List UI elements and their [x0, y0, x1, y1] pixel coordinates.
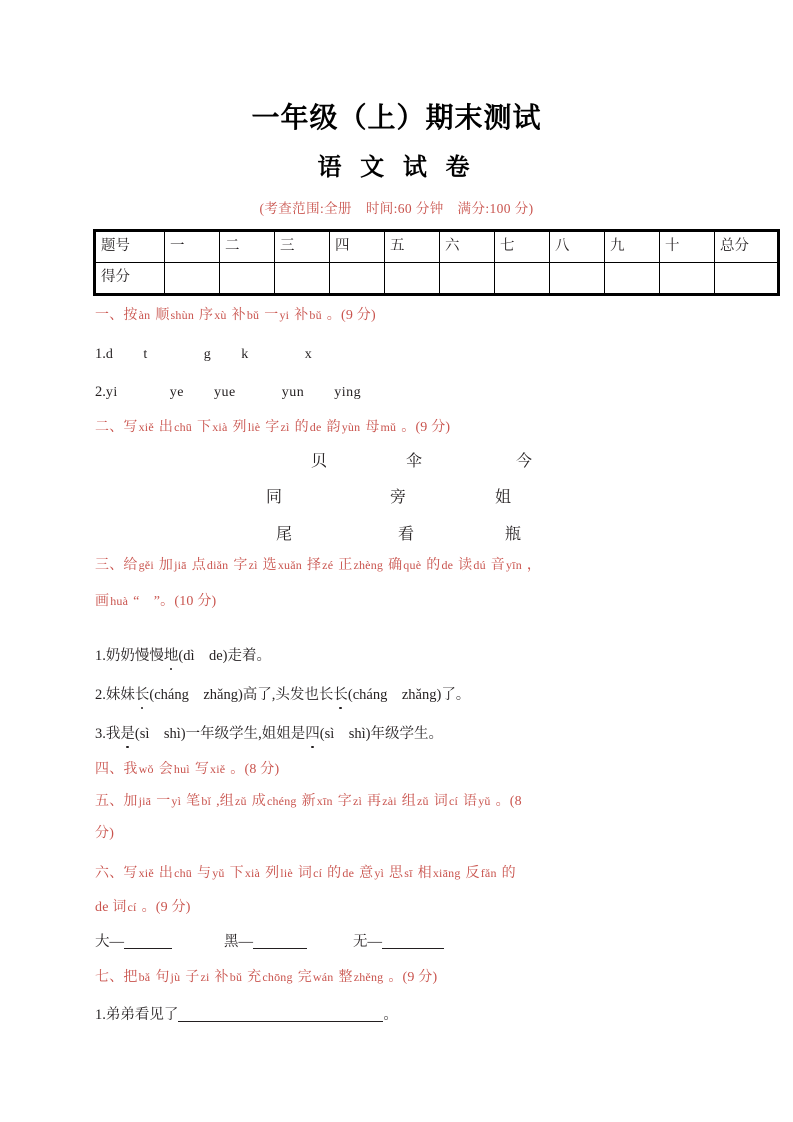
col-header-9: 九	[605, 231, 660, 263]
section-7-word-2: 句	[155, 970, 170, 985]
section-5-word-9: 组	[401, 794, 416, 809]
section-7-word-4: 补	[214, 970, 229, 985]
item-text-pre: 奶奶慢慢	[105, 648, 164, 664]
antonym-prompt-1: 大—	[95, 934, 124, 950]
section-1-heading	[95, 303, 376, 328]
score-cell-9[interactable]	[605, 263, 660, 295]
letter-3: g	[203, 347, 212, 362]
page-subtitle: 语 文 试 卷	[317, 154, 476, 181]
section-5-word-7: 字	[337, 794, 352, 809]
letter-1: yi	[105, 385, 118, 400]
section-6-pinyin-1: xiě	[138, 866, 154, 880]
section-1-word-4: 补	[231, 308, 246, 323]
section-3-word-3: 点	[191, 558, 206, 573]
letter-4: k	[241, 347, 249, 362]
item-text-mid: 一年级学生,姐姐是	[185, 726, 306, 742]
section-2-word-4: 列	[232, 420, 247, 435]
section-3-pinyin-7: zhèng	[353, 558, 384, 572]
section-2-pinyin-4: liè	[247, 420, 261, 434]
section-2-word-6: 的	[294, 420, 309, 435]
section-6-word-10: 相	[417, 866, 432, 881]
col-header-8: 八	[550, 231, 605, 263]
section-4-number: 四、	[95, 762, 124, 777]
col-header-7: 七	[495, 231, 550, 263]
score-cell-4[interactable]	[330, 263, 385, 295]
item-text-pre: 妹妹	[105, 687, 135, 703]
antonym-blank-2[interactable]	[253, 948, 307, 949]
section-1-pinyin-6: bǔ	[309, 308, 322, 322]
col-header-total: 总分	[715, 231, 779, 263]
section-3-pinyin-12: huà	[110, 594, 129, 608]
section-3-heading-line2	[95, 589, 216, 614]
section-2-word-5: 字	[265, 420, 280, 435]
section-1-number: 一、	[95, 308, 124, 323]
section-6-pinyin-6: cí	[313, 866, 323, 880]
item-number: 2.	[95, 687, 106, 703]
section-2-pinyin-1: xiě	[138, 420, 154, 434]
section-3-comma: ，	[526, 558, 542, 573]
section-3-pinyin-6: zé	[322, 558, 334, 572]
item-text-post: 年级学生。	[370, 726, 443, 742]
col-header-1: 一	[165, 231, 220, 263]
section-7-score: 。(9 分)	[388, 970, 438, 985]
section-3-pinyin-10: dú	[473, 558, 486, 572]
section-1-item-1	[95, 343, 312, 366]
section-7-word-1: 把	[123, 970, 138, 985]
section-7-pinyin-3: zi	[200, 970, 210, 984]
dotted-char-2: 四	[305, 723, 320, 745]
section-7-pinyin-4: bǔ	[229, 970, 243, 984]
item-text-post: 了。	[441, 687, 471, 703]
section-5-word-5: 成	[251, 794, 266, 809]
section-3-word-10: 读	[458, 558, 473, 573]
section-3-word-12: 画	[95, 594, 110, 609]
section-6-heading-line1	[95, 861, 516, 886]
section-5-word-2: 一	[156, 794, 171, 809]
antonym-prompt-3: 无—	[353, 934, 382, 950]
section-7-number: 七、	[95, 970, 124, 985]
letter-5: ying	[334, 385, 362, 400]
item-text-pre: 弟弟看见了	[105, 1007, 179, 1023]
section-3-word-8: 确	[388, 558, 403, 573]
score-cell-5[interactable]	[385, 263, 440, 295]
section-7-pinyin-7: zhěng	[353, 970, 384, 984]
section-7-word-5: 充	[247, 970, 262, 985]
section-5-pinyin-6: xīn	[316, 794, 333, 808]
dotted-char-2: 长	[333, 684, 348, 706]
sec2-char-r2c2: 旁	[390, 489, 407, 506]
section-7-pinyin-2: jù	[170, 970, 181, 984]
section-4-word-1: 我	[123, 762, 138, 777]
item-number: 1.	[95, 648, 106, 664]
score-table	[93, 229, 780, 296]
col-header-10: 十	[660, 231, 715, 263]
sec2-char-r1c3: 今	[516, 453, 533, 470]
section-5-word-3: 笔	[186, 794, 201, 809]
section-6-word-13: de 词	[95, 900, 127, 915]
section-5-pinyin-11: yǔ	[478, 794, 491, 808]
section-2-word-3: 下	[197, 420, 212, 435]
section-5-word-1: 加	[123, 794, 138, 809]
sec2-char-r3c1: 尾	[276, 526, 293, 543]
col-header-2: 二	[220, 231, 275, 263]
section-6-word-12: 的	[501, 866, 516, 881]
section-2-pinyin-8: mǔ	[380, 420, 397, 434]
section-3-pinyin-8: què	[403, 558, 422, 572]
letter-4: yun	[281, 385, 305, 400]
section-2-pinyin-3: xià	[212, 420, 228, 434]
section-3-word-11: 音	[490, 558, 505, 573]
section-5-word-8: 再	[367, 794, 382, 809]
item-text-post: 走着。	[227, 648, 271, 664]
section-4-word-3: 写	[194, 762, 210, 777]
section-6-pinyin-10: xiāng	[432, 866, 461, 880]
section-4-pinyin-1: wǒ	[138, 762, 154, 776]
section-2-heading	[95, 415, 450, 440]
antonym-prompt-2: 黑—	[224, 934, 253, 950]
section-7-word-6: 完	[297, 970, 312, 985]
section-6-antonym-row	[95, 931, 444, 953]
section-5-heading-line2: 分)	[95, 826, 115, 841]
page-title: 一年级（上）期末测试	[251, 102, 542, 133]
section-7-word-7: 整	[338, 970, 353, 985]
col-header-4: 四	[330, 231, 385, 263]
section-7-heading	[95, 965, 437, 990]
sec2-char-r1c2: 伞	[406, 453, 423, 470]
section-3-number: 三、	[95, 558, 124, 573]
section-5-pinyin-3: bǐ	[201, 794, 212, 808]
section-4-score: 。(8 分)	[230, 762, 280, 777]
section-4-pinyin-2: huì	[173, 762, 190, 776]
sec2-char-r2c1: 同	[266, 489, 283, 506]
section-2-word-8: 母	[365, 420, 380, 435]
score-cell-2[interactable]	[220, 263, 275, 295]
pinyin-choices-2[interactable]: (cháng zhǎng)	[347, 687, 442, 703]
section-5-word-6: 新	[301, 794, 316, 809]
section-6-word-6: 词	[297, 866, 313, 881]
section-3-score: “ ”。(10 分)	[133, 594, 217, 609]
section-7-pinyin-6: wán	[312, 970, 334, 984]
section-6-heading-line2	[95, 895, 191, 920]
section-3-word-6: 择	[306, 558, 322, 573]
score-cell-7[interactable]	[495, 263, 550, 295]
col-header-6: 六	[440, 231, 495, 263]
item-number: 3.	[95, 726, 106, 742]
dotted-char: 地	[164, 645, 179, 667]
section-5-pinyin-4: zǔ	[235, 794, 247, 808]
section-6-pinyin-2: chū	[174, 866, 193, 880]
section-3-pinyin-1: gěi	[138, 558, 154, 572]
section-3-word-7: 正	[338, 558, 353, 573]
dotted-char: 长	[135, 684, 150, 706]
section-3-pinyin-2: jiā	[174, 558, 187, 572]
sec2-char-r2c3: 姐	[495, 489, 512, 506]
section-6-score: 。(9 分)	[141, 900, 191, 915]
score-cell-6[interactable]	[440, 263, 495, 295]
section-2-word-2: 出	[158, 420, 174, 435]
antonym-blank-1[interactable]	[124, 948, 172, 949]
section-6-pinyin-11: fǎn	[480, 866, 497, 880]
score-cell-1[interactable]	[165, 263, 220, 295]
score-cell-10[interactable]	[660, 263, 715, 295]
pinyin-choices[interactable]: (sì shì)	[134, 726, 186, 742]
section-5-pinyin-10: cí	[448, 794, 458, 808]
section-2-word-1: 写	[123, 420, 138, 435]
exam-scope-note: (考查范围:全册 时间:60 分钟 满分:100 分)	[259, 201, 534, 216]
section-6-pinyin-9: sī	[404, 866, 413, 880]
section-2-score: 。(9 分)	[401, 420, 451, 435]
letter-3: yue	[213, 385, 236, 400]
section-2-pinyin-5: zì	[280, 420, 290, 434]
section-3-item-2	[95, 684, 470, 706]
score-cell-3[interactable]	[275, 263, 330, 295]
score-cell-total[interactable]	[715, 263, 779, 295]
section-6-word-11: 反	[465, 866, 480, 881]
section-6-word-5: 列	[265, 866, 280, 881]
sec2-char-r3c3: 瓶	[505, 526, 522, 543]
section-7-item-1	[95, 1004, 398, 1026]
item-number: 1.	[95, 1007, 106, 1023]
section-5-number: 五、	[95, 794, 124, 809]
score-table-wrapper	[93, 229, 749, 296]
section-1-pinyin-2: shùn	[170, 308, 195, 322]
dotted-char: 是	[120, 723, 135, 745]
section-1-word-6: 补	[294, 308, 309, 323]
pinyin-choices[interactable]: (dì de)	[178, 648, 228, 664]
section-3-word-2: 加	[158, 558, 174, 573]
item-text-mid: 高了,头发也长	[242, 687, 334, 703]
letter-5: x	[304, 347, 313, 362]
item-number: 2.	[95, 384, 106, 400]
letter-1: d	[105, 347, 114, 362]
sentence-blank-1[interactable]	[178, 1021, 383, 1022]
item-text-post: 。	[383, 1007, 398, 1023]
section-1-word-5: 一	[264, 308, 279, 323]
section-6-pinyin-8: yì	[374, 866, 385, 880]
section-6-word-3: 与	[197, 866, 212, 881]
section-6-word-1: 写	[123, 866, 138, 881]
section-3-heading-line1	[95, 553, 541, 578]
section-2-pinyin-2: chū	[174, 420, 193, 434]
section-5-pinyin-5: chéng	[266, 794, 297, 808]
section-5-score: 。(8	[495, 794, 522, 809]
pinyin-choices-2[interactable]: (sì shì)	[319, 726, 371, 742]
section-7-word-3: 子	[185, 970, 200, 985]
section-3-item-3	[95, 723, 443, 745]
section-5-heading-line1	[95, 789, 522, 814]
section-7-pinyin-1: bǎ	[138, 970, 151, 984]
section-5-pinyin-7: zì	[352, 794, 362, 808]
section-1-word-2: 顺	[155, 308, 170, 323]
section-4-heading	[95, 757, 279, 782]
letter-2: ye	[169, 385, 184, 400]
section-6-word-7: 的	[327, 866, 342, 881]
section-4-word-2: 会	[158, 762, 173, 777]
section-6-word-4: 下	[229, 866, 244, 881]
row-label-question: 题号	[95, 231, 165, 263]
section-1-pinyin-5: yi	[279, 308, 290, 322]
table-row-scores	[95, 263, 779, 295]
section-1-word-1: 按	[123, 308, 138, 323]
section-3-word-5: 选	[262, 558, 277, 573]
section-2-pinyin-7: yùn	[341, 420, 361, 434]
section-6-pinyin-3: yǔ	[212, 866, 225, 880]
section-6-word-9: 思	[389, 866, 404, 881]
section-1-word-3: 序	[199, 308, 214, 323]
item-text-pre: 我	[105, 726, 121, 742]
section-5-pinyin-2: yì	[171, 794, 182, 808]
col-header-5: 五	[385, 231, 440, 263]
section-1-item-2	[95, 381, 361, 404]
section-6-pinyin-4: xià	[244, 866, 261, 880]
section-6-word-2: 出	[158, 866, 174, 881]
section-1-pinyin-1: àn	[138, 308, 151, 322]
score-cell-8[interactable]	[550, 263, 605, 295]
section-3-pinyin-5: xuǎn	[277, 558, 302, 572]
section-7-pinyin-5: chōng	[262, 970, 293, 984]
section-2-word-7: 韵	[326, 420, 341, 435]
section-3-pinyin-3: diǎn	[206, 558, 229, 572]
section-5-pinyin-8: zài	[382, 794, 397, 808]
table-row-question-numbers	[95, 231, 779, 263]
section-1-score: 。(9 分)	[326, 308, 376, 323]
letter-2: t	[143, 347, 148, 362]
section-5-pinyin-9: zǔ	[417, 794, 429, 808]
section-6-number: 六、	[95, 866, 124, 881]
section-3-pinyin-4: zì	[248, 558, 258, 572]
antonym-blank-3[interactable]	[382, 948, 444, 949]
section-1-pinyin-3: xù	[214, 308, 227, 322]
section-6-word-8: 意	[359, 866, 374, 881]
section-6-pinyin-7: de	[342, 866, 355, 880]
section-3-word-4: 字	[233, 558, 248, 573]
section-5-pinyin-1: jiā	[138, 794, 152, 808]
pinyin-choices[interactable]: (cháng zhǎng)	[149, 687, 243, 703]
section-6-pinyin-5: liè	[280, 866, 293, 880]
section-2-pinyin-6: de	[309, 420, 322, 434]
section-4-pinyin-3: xiě	[210, 762, 226, 776]
section-1-pinyin-4: bǔ	[246, 308, 260, 322]
section-3-item-1	[95, 645, 271, 667]
sec2-char-r3c2: 看	[398, 526, 415, 543]
section-3-word-1: 给	[123, 558, 138, 573]
section-5-word-11: 语	[463, 794, 478, 809]
section-3-word-9: 的	[426, 558, 441, 573]
col-header-3: 三	[275, 231, 330, 263]
section-3-pinyin-9: de	[441, 558, 454, 572]
section-3-pinyin-11: yīn	[505, 558, 522, 572]
row-label-score: 得分	[95, 263, 165, 295]
item-number: 1.	[95, 346, 106, 362]
sec2-char-r1c1: 贝	[311, 453, 328, 470]
section-2-number: 二、	[95, 420, 124, 435]
section-5-word-10: 词	[433, 794, 448, 809]
section-5-word-4: ,组	[216, 794, 234, 809]
section-6-pinyin-13: cí	[127, 900, 137, 914]
